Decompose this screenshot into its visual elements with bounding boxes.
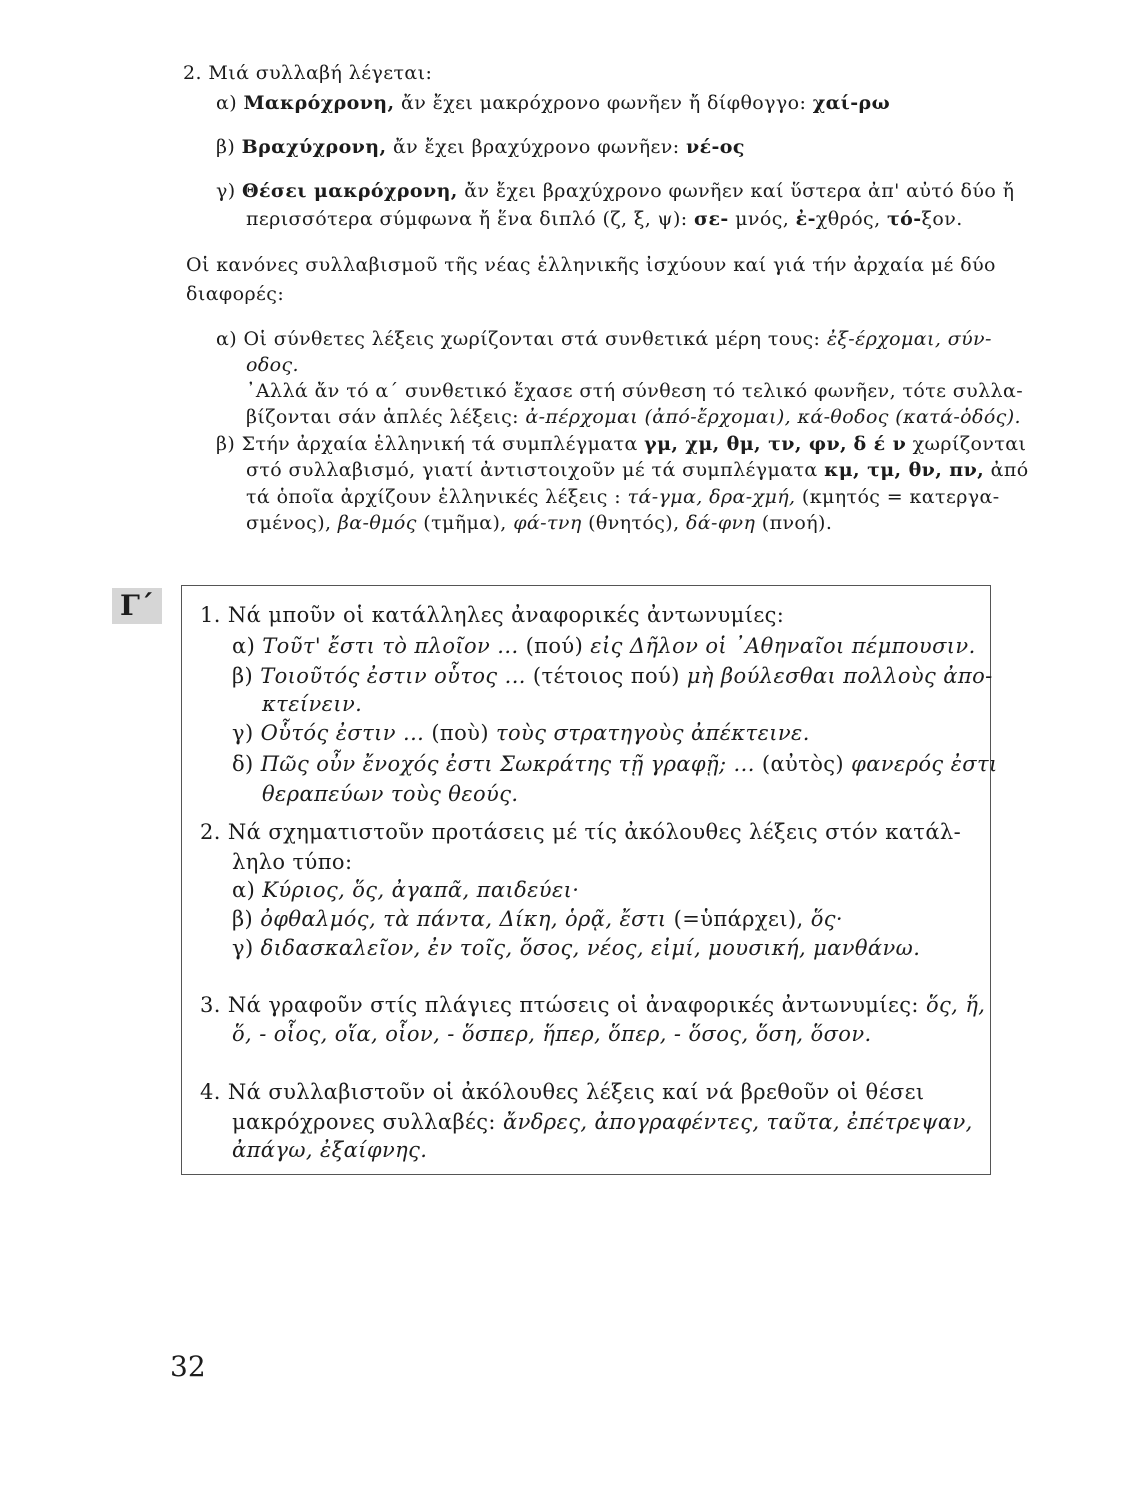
label: δ) bbox=[232, 752, 254, 776]
exercise-2-g bbox=[232, 936, 920, 960]
text: φανερός ἐστι bbox=[851, 752, 998, 776]
text: εἰς Δῆλον οἱ ᾿Αθηναῖοι πέμπουσιν. bbox=[590, 634, 976, 658]
exercise-2-a bbox=[232, 878, 579, 902]
example: ὅς, ἥ, bbox=[925, 993, 986, 1017]
exercise-2-b bbox=[232, 907, 843, 931]
example: ξον. bbox=[921, 208, 963, 230]
clusters: κμ, τμ, θν, πν, bbox=[824, 459, 985, 481]
text: βίζονται σάν ἁπλές λέξεις: bbox=[246, 406, 519, 428]
example: νέ-ος bbox=[685, 136, 745, 158]
exercise-4-line3: ἀπάγω, ἐξαίφνης. bbox=[232, 1138, 428, 1162]
example: σε- bbox=[694, 208, 729, 230]
text: διδασκαλεῖον, ἐν τοῖς, ὅσος, νέος, εἰμί, μουσική, μανθάνω. bbox=[260, 936, 921, 960]
rules-para-line1: Οἱ κανόνες συλλαβισμοῦ τῆς νέας ἑλληνικῆς ἰσχύουν καί γιά τήν ἀρχαία μέ δύο bbox=[186, 254, 996, 276]
hint: (πού) bbox=[525, 634, 584, 658]
exercise-1-g bbox=[232, 721, 810, 745]
example: χαί-ρω bbox=[812, 92, 891, 114]
label: γ) bbox=[216, 180, 236, 202]
example: βα-θμός bbox=[337, 512, 417, 534]
hint: (τέτοιος πού) bbox=[532, 664, 680, 688]
text: τοὺς στρατηγοὺς ἀπέκτεινε. bbox=[496, 721, 810, 745]
text: ἄν ἔχει μακρόχρονο φωνῆεν ἤ δίφθογγο: bbox=[400, 92, 807, 114]
example: ἀ-πέρχομαι (ἀπό-ἔρχομαι), κά-θοδος (κατά-ὁδός). bbox=[525, 406, 1021, 428]
text: ἄν ἔχει βραχύχρονο φωνῆεν καί ὕστερα ἀπ' αὐτό δύο ἤ bbox=[464, 180, 1015, 202]
exercise-1-title: 1. Νά μποῦν οἱ κατάλληλες ἀναφορικές ἀντωνυμίες: bbox=[200, 603, 785, 627]
example: τά-γμα, δρα-χμή, bbox=[627, 486, 796, 508]
text: ὀφθαλμός, τὰ πάντα, Δίκη, ὁρᾷ, ἔστι bbox=[260, 907, 667, 931]
exercise-3-line1 bbox=[200, 993, 985, 1017]
clusters: γμ, χμ, θμ, τν, φν, bbox=[644, 433, 848, 455]
term: Θέσει μακρόχρονη, bbox=[242, 180, 458, 202]
exercise-4-line2 bbox=[232, 1110, 973, 1134]
label: γ) bbox=[232, 936, 254, 960]
text: μὴ βούλεσθαι πολλοὺς ἀπο- bbox=[686, 664, 993, 688]
example: φά-τνη bbox=[513, 512, 582, 534]
exercise-1-b-cont: κτείνειν. bbox=[262, 692, 363, 716]
exercise-2-title-line1: 2. Νά σχηματιστοῦν προτάσεις μέ τίς ἀκόλουθες λέξεις στόν κατάλ- bbox=[200, 820, 962, 844]
rule2-g-line2 bbox=[246, 208, 963, 230]
rules-para-line2: διαφορές: bbox=[186, 283, 285, 305]
text: (θνητός), bbox=[588, 512, 680, 534]
label: β) bbox=[232, 664, 254, 688]
example: τό- bbox=[887, 208, 922, 230]
rules-b-line3 bbox=[246, 486, 1000, 508]
exercise-1-a bbox=[232, 634, 976, 658]
rules-b-line1 bbox=[216, 433, 1026, 455]
example: ἄνδρες, ἀπογραφέντες, ταῦτα, ἐπέτρεψαν, bbox=[502, 1110, 973, 1134]
text: χωρίζονται bbox=[912, 433, 1027, 455]
example: δά-φνη bbox=[685, 512, 756, 534]
rules-b-line2 bbox=[246, 459, 1029, 481]
text: Πῶς οὖν ἔνοχός ἐστι Σωκράτης τῇ γραφῇ; ... bbox=[260, 752, 755, 776]
rules-a-line1 bbox=[216, 328, 992, 350]
rules-b-line4 bbox=[246, 512, 832, 534]
exercise-4-line1: 4. Νά συλλαβιστοῦν οἱ ἀκόλουθες λέξεις καί νά βρεθοῦν οἱ θέσει bbox=[200, 1080, 925, 1104]
text: ἄν ἔχει βραχύχρονο φωνῆεν: bbox=[392, 136, 680, 158]
exercise-1-d-cont: θεραπεύων τοὺς θεούς. bbox=[262, 782, 519, 806]
label: α) bbox=[232, 634, 256, 658]
exercise-2-title-line2: ληλο τύπο: bbox=[232, 850, 353, 874]
example: ἐ- bbox=[795, 208, 816, 230]
exercise-3-line2: ὅ, - οἷος, οἵα, οἷον, - ὅσπερ, ἥπερ, ὅπερ, - ὅσος, ὅση, ὅσον. bbox=[232, 1022, 872, 1046]
section-tag: Γ΄ bbox=[112, 588, 162, 624]
example: ἐξ-έρχομαι, σύν- bbox=[826, 328, 992, 350]
text: ὅς· bbox=[810, 907, 843, 931]
text: Τοιοῦτός ἐστιν οὗτος ... bbox=[260, 664, 526, 688]
text: περισσότερα σύμφωνα ἤ ἕνα διπλό (ζ, ξ, ψ): bbox=[246, 208, 688, 230]
text: (πνοή). bbox=[761, 512, 833, 534]
label: α) bbox=[216, 328, 238, 350]
text: Οἱ σύνθετες λέξεις χωρίζονται στά συνθετικά μέρη τους: bbox=[243, 328, 821, 350]
text: ἀπό bbox=[990, 459, 1029, 481]
label: β) bbox=[232, 907, 254, 931]
label: γ) bbox=[232, 721, 254, 745]
label: β) bbox=[216, 433, 236, 455]
exercise-1-d bbox=[232, 752, 998, 776]
rules-a-line3: ᾿Αλλά ἄν τό α΄ συνθετικό ἔχασε στή σύνθεση τό τελικό φωνῆεν, τότε συλλα- bbox=[246, 380, 1024, 402]
exercise-1-b bbox=[232, 664, 993, 688]
rules-a-line2: οδος. bbox=[246, 354, 299, 376]
hint: (=ὑπάρχει), bbox=[673, 907, 804, 931]
text: Κύριος, ὅς, ἀγαπᾶ, παιδεύει· bbox=[262, 878, 580, 902]
hint: (ποὺ) bbox=[431, 721, 489, 745]
label: α) bbox=[216, 92, 238, 114]
rule2-intro: 2. Μιά συλλαβή λέγεται: bbox=[183, 62, 433, 84]
label: β) bbox=[216, 136, 236, 158]
emphasis: δ έ ν bbox=[853, 433, 907, 455]
example: χθρός, bbox=[815, 208, 881, 230]
text: Τοῦτ' ἔστι τὸ πλοῖον ... bbox=[262, 634, 519, 658]
example: μνός, bbox=[735, 208, 790, 230]
text: σμένος), bbox=[246, 512, 332, 534]
rule2-a bbox=[216, 92, 890, 114]
rules-a-line4 bbox=[246, 406, 1021, 428]
text: μακρόχρονες συλλαβές: bbox=[232, 1110, 496, 1134]
label: α) bbox=[232, 878, 256, 902]
text: (κμητός = κατεργα- bbox=[801, 486, 1000, 508]
text: Στήν ἀρχαία ἑλληνική τά συμπλέγματα bbox=[241, 433, 638, 455]
term: Μακρόχρονη, bbox=[243, 92, 395, 114]
page-number: 32 bbox=[170, 1350, 206, 1383]
text: στό συλλαβισμό, γιατί ἀντιστοιχοῦν μέ τά συμπλέγματα bbox=[246, 459, 818, 481]
text: Οὗτός ἐστιν ... bbox=[260, 721, 425, 745]
rule2-b bbox=[216, 136, 745, 158]
text: τά ὁποῖα ἀρχίζουν ἑλληνικές λέξεις : bbox=[246, 486, 622, 508]
text: 3. Νά γραφοῦν στίς πλάγιες πτώσεις οἱ ἀναφορικές ἀντωνυμίες: bbox=[200, 993, 919, 1017]
rule2-g-line1 bbox=[216, 180, 1014, 202]
term: Βραχύχρονη, bbox=[241, 136, 387, 158]
text: (τμῆμα), bbox=[423, 512, 507, 534]
hint: (αὐτὸς) bbox=[761, 752, 845, 776]
